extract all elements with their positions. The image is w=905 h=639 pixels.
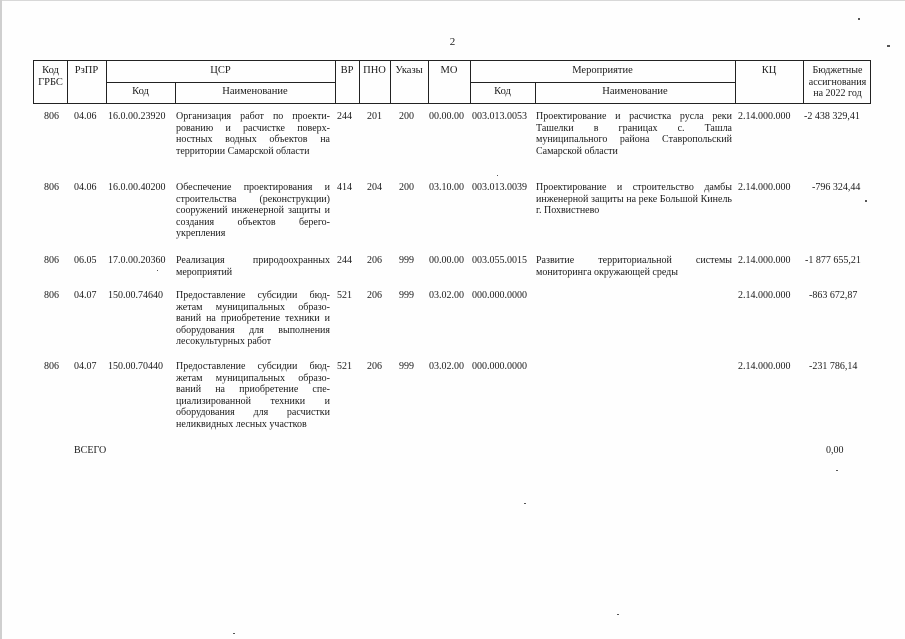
cell-rzpr: 04.07 bbox=[74, 290, 97, 301]
cell-csr-name: Обеспечение проектирования и строительства (реконструкции) сооружений инженерной защиты и создания объектов берего-укрепления bbox=[176, 182, 330, 239]
cell-event-code: 003.013.0053 bbox=[472, 111, 527, 122]
header-csr: ЦСР bbox=[210, 65, 231, 76]
scan-speck bbox=[858, 18, 860, 20]
cell-event-code: 003.013.0039 bbox=[472, 182, 527, 193]
cell-ukazy: 999 bbox=[399, 255, 414, 266]
header-vr: ВР bbox=[340, 65, 354, 76]
cell-mo: 00.00.00 bbox=[429, 111, 464, 122]
cell-ukazy: 200 bbox=[399, 182, 414, 193]
cell-ukazy: 999 bbox=[399, 361, 414, 372]
header-csr-name: Наименование bbox=[222, 86, 288, 97]
scan-speck bbox=[233, 633, 235, 634]
header-budget: Бюджетные ассигнования на 2022 год bbox=[808, 65, 867, 99]
cell-kc: 2.14.000.000 bbox=[738, 255, 791, 266]
table-header bbox=[33, 60, 871, 104]
cell-csr-name: Организация работ по проекти-рованию и расчистке поверх-ностных водных объектов на территории Самарской области bbox=[176, 111, 330, 157]
cell-csr-code: 16.0.00.40200 bbox=[108, 182, 166, 193]
page-number: 2 bbox=[449, 36, 456, 48]
cell-pno: 206 bbox=[367, 255, 382, 266]
cell-rzpr: 04.07 bbox=[74, 361, 97, 372]
cell-mo: 00.00.00 bbox=[429, 255, 464, 266]
total-label: ВСЕГО bbox=[74, 445, 107, 456]
cell-vr: 521 bbox=[337, 361, 352, 372]
cell-csr-code: 16.0.00.23920 bbox=[108, 111, 166, 122]
cell-event-code: 000.000.0000 bbox=[472, 290, 527, 301]
cell-amount: -231 786,14 bbox=[809, 361, 858, 372]
cell-csr-code: 150.00.74640 bbox=[108, 290, 163, 301]
scan-top-edge bbox=[0, 0, 905, 1]
cell-kc: 2.14.000.000 bbox=[738, 111, 791, 122]
cell-grbs: 806 bbox=[44, 182, 59, 193]
cell-mo: 03.02.00 bbox=[429, 361, 464, 372]
scan-speck bbox=[157, 270, 158, 271]
cell-vr: 244 bbox=[337, 111, 352, 122]
cell-kc: 2.14.000.000 bbox=[738, 290, 791, 301]
cell-grbs: 806 bbox=[44, 255, 59, 266]
cell-rzpr: 04.06 bbox=[74, 182, 97, 193]
header-ukazy: Указы bbox=[395, 65, 423, 76]
cell-pno: 204 bbox=[367, 182, 382, 193]
cell-amount: -796 324,44 bbox=[812, 182, 861, 193]
header-event-kod: Код bbox=[494, 86, 511, 97]
cell-event-code: 003.055.0015 bbox=[472, 255, 527, 266]
cell-csr-code: 17.0.00.20360 bbox=[108, 255, 166, 266]
cell-csr-code: 150.00.70440 bbox=[108, 361, 163, 372]
cell-grbs: 806 bbox=[44, 290, 59, 301]
cell-mo: 03.10.00 bbox=[429, 182, 464, 193]
cell-ukazy: 200 bbox=[399, 111, 414, 122]
cell-event-code: 000.000.0000 bbox=[472, 361, 527, 372]
cell-grbs: 806 bbox=[44, 111, 59, 122]
cell-amount: -1 877 655,21 bbox=[805, 255, 861, 266]
cell-csr-name: Реализация природоохранных мероприятий bbox=[176, 255, 330, 278]
header-mo: МО bbox=[440, 65, 458, 76]
scan-speck bbox=[524, 503, 526, 504]
header-csr-kod: Код bbox=[132, 86, 149, 97]
scan-left-edge bbox=[0, 0, 2, 639]
cell-rzpr: 04.06 bbox=[74, 111, 97, 122]
cell-csr-name: Предоставление субсидии бюд-жетам муниципальных образо-ваний на приобретение спе-циализированной техники и оборудования для расчистки неликвидных лесных участков bbox=[176, 361, 330, 430]
cell-csr-name: Предоставление субсидии бюд-жетам муниципальных образо-ваний на приобретение техники и оборудования для выполнения лесокультурных работ bbox=[176, 290, 330, 347]
cell-vr: 414 bbox=[337, 182, 352, 193]
scan-speck bbox=[887, 45, 890, 47]
cell-mo: 03.02.00 bbox=[429, 290, 464, 301]
header-pno: ПНО bbox=[363, 65, 386, 76]
cell-event-name: Проектирование и расчистка русла реки Ташелки в границах с. Ташла муниципального района Ставропольский Самарской области bbox=[536, 111, 732, 157]
cell-pno: 206 bbox=[367, 290, 382, 301]
header-rzpr: РзПР bbox=[74, 65, 99, 76]
header-kod-grbs: Код ГРБС bbox=[38, 65, 63, 88]
cell-amount: -2 438 329,41 bbox=[804, 111, 860, 122]
header-event: Мероприятие bbox=[572, 65, 633, 76]
total-value: 0,00 bbox=[826, 445, 844, 456]
cell-rzpr: 06.05 bbox=[74, 255, 97, 266]
cell-pno: 201 bbox=[367, 111, 382, 122]
cell-event-name: Развитие территориальной системы мониторинга окружающей среды bbox=[536, 255, 732, 278]
cell-kc: 2.14.000.000 bbox=[738, 182, 791, 193]
scan-speck bbox=[617, 614, 619, 615]
scan-speck bbox=[865, 200, 867, 202]
scan-speck bbox=[836, 470, 838, 471]
cell-grbs: 806 bbox=[44, 361, 59, 372]
cell-vr: 244 bbox=[337, 255, 352, 266]
cell-amount: -863 672,87 bbox=[809, 290, 858, 301]
cell-vr: 521 bbox=[337, 290, 352, 301]
cell-event-name: Проектирование и строительство дамбы инженерной защиты на реке Большой Кинель г. Похвистнево bbox=[536, 182, 732, 216]
cell-pno: 206 bbox=[367, 361, 382, 372]
cell-kc: 2.14.000.000 bbox=[738, 361, 791, 372]
scan-speck bbox=[497, 175, 498, 176]
cell-ukazy: 999 bbox=[399, 290, 414, 301]
header-kc: КЦ bbox=[761, 65, 777, 76]
header-event-name: Наименование bbox=[602, 86, 668, 97]
